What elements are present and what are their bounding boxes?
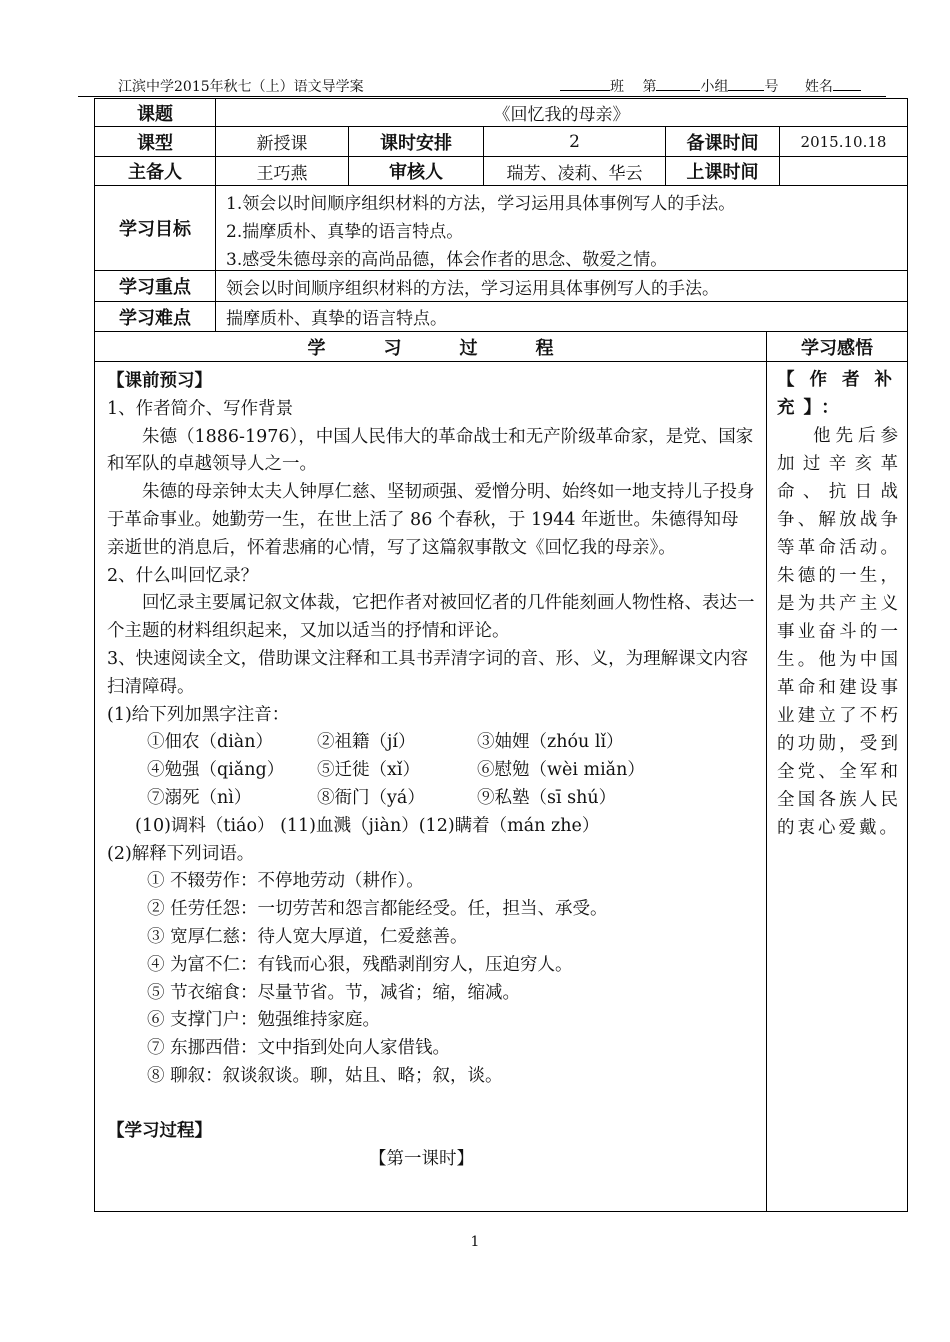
process-content bbox=[94, 361, 767, 1212]
header-rule bbox=[78, 96, 886, 97]
study-heading: 【学习过程】 bbox=[107, 1120, 212, 1141]
pinyin-row bbox=[107, 729, 756, 757]
pinyin-item: ②祖籍（jí） bbox=[317, 732, 416, 753]
pinyin-item: ⑦溺死（nì） bbox=[147, 787, 252, 808]
pinyin-row bbox=[107, 757, 756, 785]
name-blank bbox=[833, 76, 861, 91]
goal-item: 2.揣摩质朴、真挚的语言特点。 bbox=[226, 222, 464, 242]
pinyin-item: ⑧衙门（yá） bbox=[317, 787, 425, 808]
class-blank bbox=[560, 76, 610, 91]
definition-item: ⑧ 聊叙：叙谈叙谈。聊，姑且、略；叙，谈。 bbox=[147, 1065, 503, 1086]
prep-time-value: 2015.10.18 bbox=[779, 126, 908, 157]
lesson-type-value: 新授课 bbox=[215, 126, 349, 157]
pinyin-question-title: (1)给下列加黑字注音： bbox=[107, 704, 290, 725]
lesson-one-heading: 【第一课时】 bbox=[369, 1148, 474, 1169]
section-reading-title: 3、快速阅读全文，借助课文注释和工具书弄清字词的音、形、义，为理解课文内容扫清障碍。 bbox=[107, 648, 749, 697]
definition-item: ① 不辍劳作：不停地劳动（耕作）。 bbox=[147, 871, 424, 892]
focus-value: 领会以时间顺序组织材料的方法，学习运用具体事例写人的手法。 bbox=[215, 270, 908, 302]
goals-label: 学习目标 bbox=[94, 185, 216, 271]
author-supplement-heading: 【作者补充】： bbox=[777, 370, 901, 418]
goals-list bbox=[215, 185, 908, 271]
definition-item: ③ 宽厚仁慈：待人宽大厚道，仁爱慈善。 bbox=[147, 926, 468, 947]
page-number: 1 bbox=[470, 1234, 480, 1250]
pinyin-row-last: (10)调料（tiáo） (11)血溅（jiàn）(12)瞒着（mán zhe） bbox=[135, 815, 600, 836]
section-memoir-title: 2、什么叫回忆录？ bbox=[107, 565, 259, 586]
number-blank bbox=[728, 76, 764, 91]
group-label: 小组 bbox=[700, 79, 729, 95]
difficulty-value: 揣摩质朴、真挚的语言特点。 bbox=[215, 301, 908, 332]
definition-item: ⑥ 支撑门户：勉强维持家庭。 bbox=[147, 1010, 381, 1031]
focus-label: 学习重点 bbox=[94, 270, 216, 302]
definition-item: ④ 为富不仁：有钱而心狠，残酷剥削穷人，压迫穷人。 bbox=[147, 954, 573, 975]
group-blank bbox=[656, 76, 700, 91]
insight-column bbox=[766, 361, 908, 1212]
ordinal-label: 第 bbox=[642, 79, 657, 95]
hours-value: 2 bbox=[483, 126, 666, 157]
preview-heading: 【课前预习】 bbox=[107, 371, 212, 391]
reviewer-label: 审核人 bbox=[348, 156, 484, 186]
topic-label: 课题 bbox=[94, 98, 216, 127]
topic-value: 《回忆我的母亲》 bbox=[215, 98, 908, 127]
preparer-label: 主备人 bbox=[94, 156, 216, 186]
preparer-value: 王巧燕 bbox=[215, 156, 349, 186]
insight-label: 学习感悟 bbox=[766, 331, 908, 362]
pinyin-item: ③妯娌（zhóu lǐ） bbox=[477, 732, 624, 753]
pinyin-item: ⑨私塾（sī shú） bbox=[477, 787, 617, 808]
student-info-line bbox=[560, 76, 861, 96]
pinyin-item: ⑥慰勉（wèi miǎn） bbox=[477, 760, 645, 781]
pinyin-item: ④勉强（qiǎng） bbox=[147, 760, 285, 781]
class-time-value bbox=[779, 156, 908, 186]
author-paragraph: 朱德（1886-1976），中国人民伟大的革命战士和无产阶级革命家，是党、国家和军队的卓越领导人之一。 bbox=[107, 426, 754, 475]
class-label: 班 bbox=[610, 79, 624, 95]
worksheet-header-title: 江滨中学2015年秋七（上）语文导学案 bbox=[118, 79, 364, 95]
lesson-type-label: 课型 bbox=[94, 126, 216, 157]
definition-item: ② 任劳任怨：一切劳苦和怨言都能经受。任，担当、承受。 bbox=[147, 899, 608, 920]
definition-item: ⑤ 节衣缩食：尽量节省。节，减省；缩，缩减。 bbox=[147, 982, 521, 1003]
pinyin-item: ⑤迁徙（xǐ） bbox=[317, 760, 420, 781]
author-supplement-text: 他先后参加过辛亥革命、抗日战争、解放战争等革命活动。朱德的一生，是为共产主义事业奋斗的一生。他为中国革命和建设事业建立了不朽的功勋，受到全党、全军和全国各族人民的衷心爱戴。 bbox=[777, 426, 901, 838]
pinyin-row bbox=[107, 785, 756, 813]
process-title: 学习过程 bbox=[94, 331, 767, 362]
definitions-question-title: (2)解释下列词语。 bbox=[107, 843, 255, 864]
name-label: 姓名 bbox=[804, 79, 833, 95]
mother-paragraph: 朱德的母亲钟太夫人钟厚仁慈、坚韧顽强、爱憎分明、始终如一地支持儿子投身于革命事业。她勤劳一生，在世上活了 86 个春秋，于 1944 年逝世。朱德得知母亲逝世的消息后，怀着悲痛的心情，写了这篇叙事散文《回忆我的母亲》。 bbox=[107, 482, 755, 558]
difficulty-label: 学习难点 bbox=[94, 301, 216, 332]
pinyin-item: ①佃农（diàn） bbox=[147, 732, 274, 753]
definition-item: ⑦ 东挪西借：文中指到处向人家借钱。 bbox=[147, 1038, 451, 1059]
goal-item: 3.感受朱德母亲的高尚品德，体会作者的思念、敬爱之情。 bbox=[226, 250, 668, 270]
number-label: 号 bbox=[764, 79, 779, 95]
reviewer-value: 瑞芳、凌莉、华云 bbox=[483, 156, 666, 186]
prep-time-label: 备课时间 bbox=[665, 126, 780, 157]
hours-label: 课时安排 bbox=[348, 126, 484, 157]
class-time-label: 上课时间 bbox=[665, 156, 780, 186]
section-author-title: 1、作者简介、写作背景 bbox=[107, 398, 294, 419]
memoir-paragraph: 回忆录主要属记叙文体裁，它把作者对被回忆者的几件能刻画人物性格、表达一个主题的材料组织起来，又加以适当的抒情和评论。 bbox=[107, 593, 755, 642]
goal-item: 1.领会以时间顺序组织材料的方法，学习运用具体事例写人的手法。 bbox=[226, 194, 736, 214]
